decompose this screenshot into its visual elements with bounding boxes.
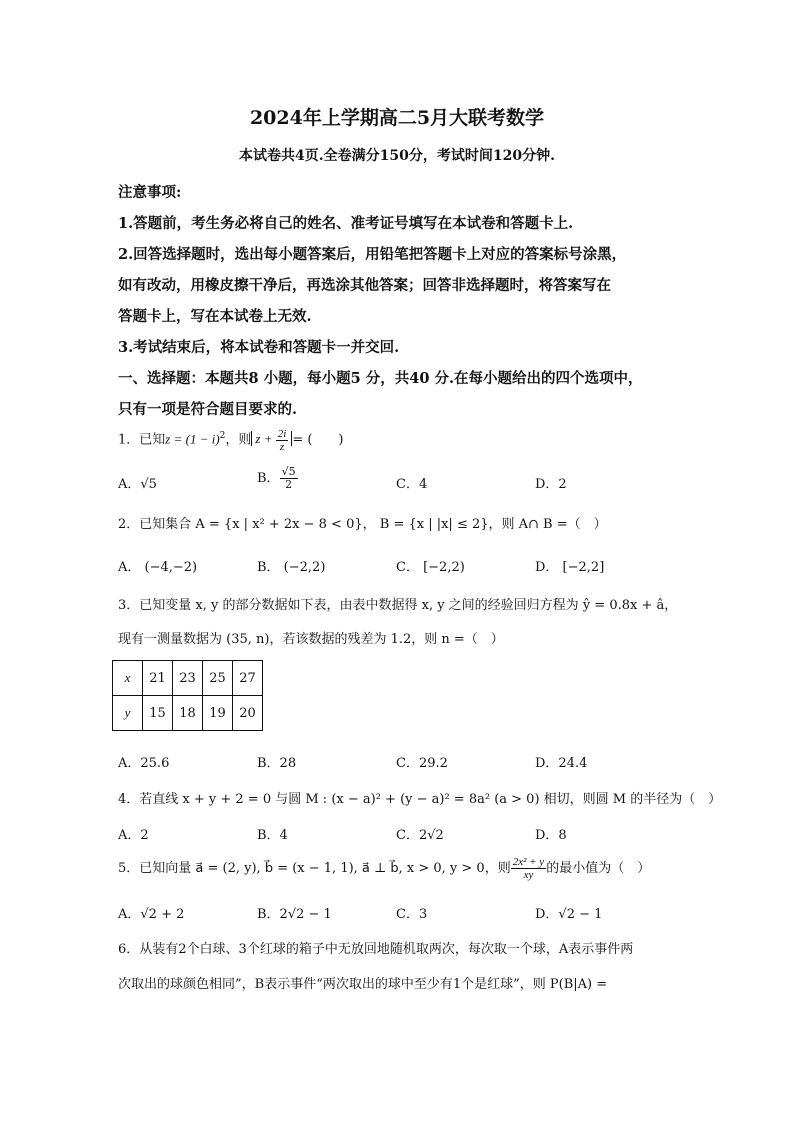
q3-data-table [112, 660, 263, 731]
q5-denominator: xy [523, 869, 534, 881]
q2-option-b: B． (−2,2) [257, 560, 326, 575]
q5-option-b: B．2√2 − 1 [257, 907, 332, 922]
q1-option-b-numerator: √5 [281, 465, 296, 478]
q3-option-a: A．25.6 [118, 756, 170, 771]
q1-absolute-value [251, 428, 292, 453]
q5-option-a: A．√2 + 2 [118, 907, 185, 922]
notice-item-3: 3.考试结束后，将本试卷和答题卡一并交回. [118, 339, 400, 356]
table-cell: 21 [143, 661, 173, 696]
q5-prefix: 5．已知向量 a⃗ = (2, y), b⃗ = (x − 1, 1), a⃗ ⊥ b⃗, x > 0, y > 0，则 [118, 861, 511, 876]
table-cell: 18 [173, 696, 203, 731]
q5-option-c: C．3 [396, 907, 428, 922]
section-1-line-2: 只有一项是符合题目要求的. [118, 401, 298, 418]
question-5 [118, 856, 650, 881]
q4-option-c: C．2√2 [396, 828, 444, 843]
q1-numerator: 2i [277, 428, 287, 440]
q1-denominator: z [279, 441, 285, 453]
table-cell-y-label: y [113, 696, 143, 731]
question-3-line-2: 现有一测量数据为 (35, n)，若该数据的残差为 1.2，则 n =（ ） [118, 632, 504, 647]
table-cell: 19 [203, 696, 233, 731]
table-cell: 25 [203, 661, 233, 696]
q1-fraction [276, 428, 289, 453]
table-cell: 27 [233, 661, 263, 696]
q5-suffix: 的最小值为（ ） [546, 861, 651, 876]
question-4: 4．若直线 x + y + 2 = 0 与圆 M : (x − a)² + (y − a)² = 8a² (a > 0) 相切，则圆 M 的半径为（ ） [118, 792, 722, 807]
q1-option-a: A．√5 [118, 477, 157, 492]
q1-option-b-label: B． [257, 471, 280, 486]
q3-option-d: D．24.4 [535, 756, 588, 771]
q2-option-d: D． [−2,2] [535, 560, 605, 575]
question-6-line-2: 次取出的球颜色相同”，B表示事件“两次取出的球中至少有1个是红球”，则 P(B|A) = [118, 977, 608, 992]
q4-option-a: A．2 [118, 828, 149, 843]
q1-prefix: 1．已知 [118, 432, 166, 448]
q1-suffix: = ( ) [292, 432, 344, 448]
table-cell: 20 [233, 696, 263, 731]
q1-option-d: D．2 [535, 477, 567, 492]
q5-numerator: 2x² + y [512, 856, 545, 868]
q1-middle: ，则 [225, 432, 252, 448]
table-cell: 15 [143, 696, 173, 731]
table-row [113, 661, 263, 696]
q2-option-a: A． (−4,−2) [118, 560, 198, 575]
q3-option-c: C．29.2 [396, 756, 448, 771]
page-title: 2024年上学期高二5月大联考数学 [249, 107, 545, 129]
section-1-line-1: 一、选择题：本题共8 小题，每小题5 分，共40 分.在每小题给出的四个选项中， [118, 370, 643, 387]
q4-option-d: D．8 [535, 828, 567, 843]
question-1 [118, 428, 343, 453]
q1-option-b-fraction [280, 466, 298, 491]
q5-fraction [511, 856, 547, 881]
question-6-line-1: 6．从装有2个白球、3个红球的箱子中无放回地随机取两次，每次取一个球，A表示事件两 [118, 942, 634, 957]
table-cell: 23 [173, 661, 203, 696]
notice-item-2-line-3: 答题卡上，写在本试卷上无效. [118, 308, 312, 325]
q1-option-b [257, 466, 298, 491]
q1-z: z + [255, 431, 273, 447]
table-row [113, 696, 263, 731]
q1-option-c: C．4 [396, 477, 428, 492]
question-3-line-1: 3．已知变量 x, y 的部分数据如下表，由表中数据得 x, y 之间的经验回归方程为 ŷ = 0.8x + â， [118, 598, 678, 613]
notice-item-2-line-2: 如有改动，用橡皮擦干净后，再选涂其他答案；回答非选择题时，将答案写在 [118, 277, 611, 294]
table-cell-x-label: x [113, 661, 143, 696]
notice-heading: 注意事项: [118, 184, 182, 201]
q4-option-b: B．4 [257, 828, 288, 843]
notice-item-2-line-1: 2.回答选择题时，选出每小题答案后，用铅笔把答题卡上对应的答案标号涂黑， [118, 246, 627, 263]
notice-item-1: 1.答题前，考生务必将自己的姓名、准考证号填写在本试卷和答题卡上. [118, 215, 574, 232]
q5-option-d: D．√2 − 1 [535, 907, 603, 922]
question-2: 2．已知集合 A = {x | x² + 2x − 8 < 0}， B = {x | |x| ≤ 2}，则 A∩ B =（ ） [118, 517, 607, 532]
q2-option-c: C． [−2,2) [396, 560, 465, 575]
q1-option-b-denominator: 2 [285, 478, 293, 491]
exam-subtitle: 本试卷共4页.全卷满分150分，考试时间120分钟. [239, 148, 555, 164]
q1-expression: z = (1 − i) [165, 431, 220, 447]
q1-exponent: 2 [219, 431, 226, 442]
q3-option-b: B．28 [257, 756, 297, 771]
